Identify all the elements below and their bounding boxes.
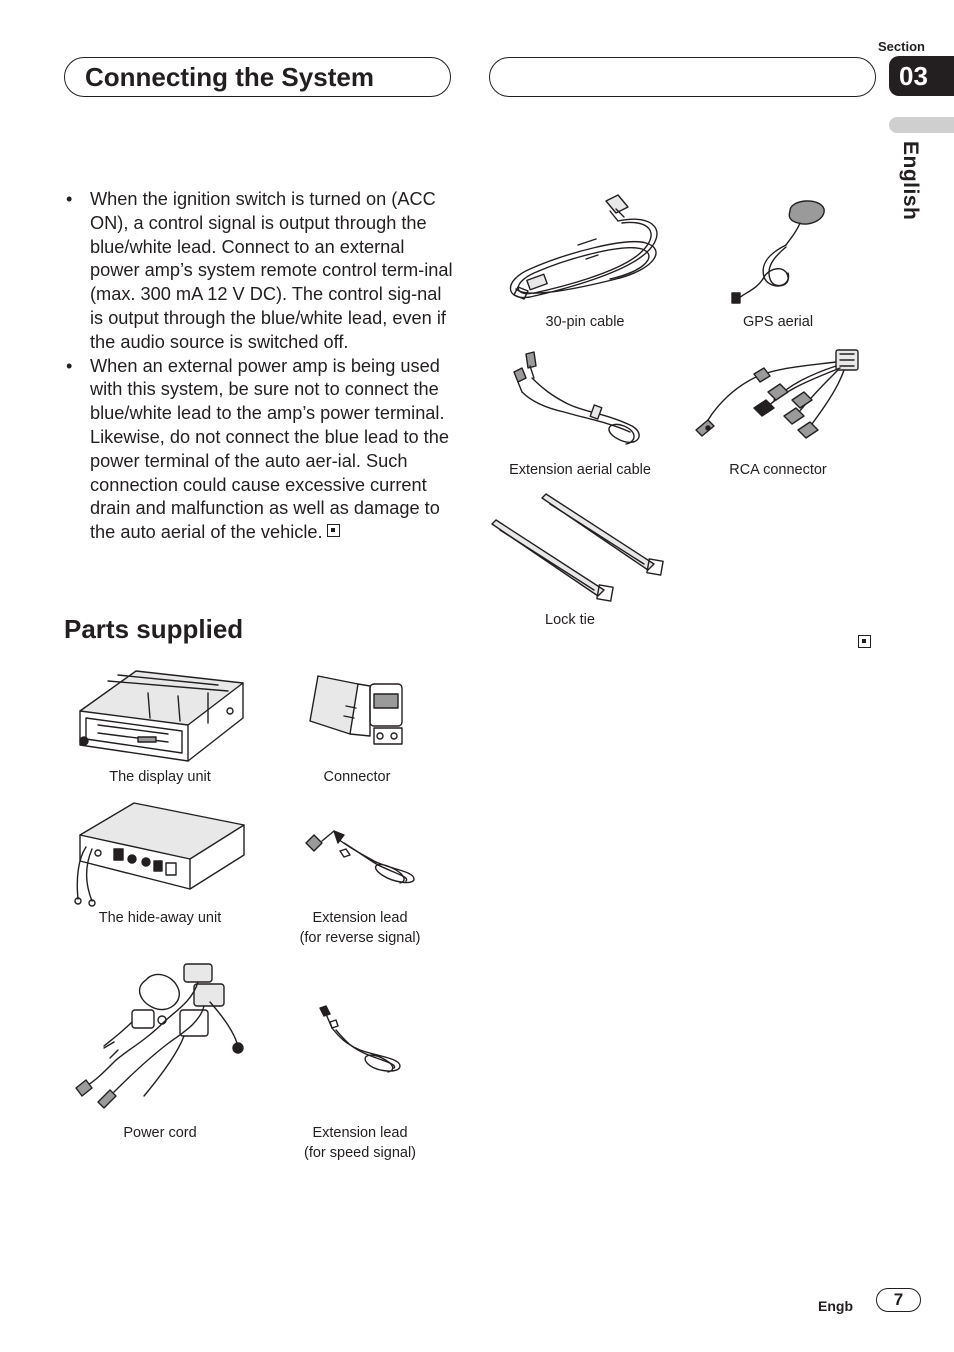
extension-aerial-cable-caption: Extension aerial cable bbox=[509, 462, 651, 478]
rca-connector-illustration bbox=[694, 348, 866, 444]
gps-aerial-illustration bbox=[730, 193, 830, 307]
lock-tie-illustration bbox=[490, 494, 668, 606]
extension-lead-reverse-illustration bbox=[304, 821, 420, 887]
note-item: • When an external power amp is being used with this system, be sure not to connect the blue/white lead to the amp’s power terminal. Likewise, do not connect the blue lead to the power terminal of the auto aer-ial. Such connection could cause excessive current drain and malfunction as well as damage to the auto aerial of the vehicle. bbox=[64, 355, 454, 545]
hide-away-unit-illustration bbox=[72, 803, 248, 907]
parts-supplied-heading: Parts supplied bbox=[64, 614, 244, 644]
aerial-cable-illustration bbox=[512, 352, 648, 448]
extension-lead-reverse-caption: Extension lead (for reverse signal) bbox=[299, 910, 421, 946]
end-of-section-icon bbox=[858, 635, 871, 648]
end-of-section-icon bbox=[327, 524, 340, 537]
connector-caption: Connector bbox=[323, 769, 391, 785]
language-tab bbox=[889, 117, 954, 133]
section-label: Section bbox=[878, 39, 925, 54]
rca-connector-caption: RCA connector bbox=[729, 462, 827, 478]
footer-language-code: Engb bbox=[818, 1298, 853, 1314]
language-label: English bbox=[899, 141, 922, 221]
notes-list bbox=[64, 188, 454, 545]
power-cord-illustration bbox=[74, 962, 250, 1118]
power-cord-caption: Power cord bbox=[123, 1125, 197, 1141]
header-blank-bar bbox=[489, 57, 876, 97]
extension-lead-speed-caption: Extension lead (for speed signal) bbox=[303, 1125, 417, 1161]
extension-lead-speed-illustration bbox=[316, 1006, 406, 1076]
cable-coil-illustration bbox=[506, 193, 666, 307]
hide-away-unit-caption: The hide-away unit bbox=[98, 910, 222, 926]
display-unit-caption: The display unit bbox=[109, 769, 211, 785]
display-unit-illustration bbox=[78, 663, 248, 763]
30-pin-cable-caption: 30-pin cable bbox=[545, 314, 625, 330]
gps-aerial-caption: GPS aerial bbox=[742, 314, 814, 330]
lock-tie-caption: Lock tie bbox=[545, 612, 595, 628]
page-number: 7 bbox=[876, 1288, 921, 1312]
page-title: Connecting the System bbox=[64, 57, 451, 97]
section-number-badge: 03 bbox=[889, 56, 954, 96]
note-item: • When the ignition switch is turned on (ACC ON), a control signal is output through the blue/white lead. Connect to an external power amp’s system remote control term-inal (max. 300 mA 12 V DC). The control sig-nal is output through the blue/white lead, even if the audio source is switched off. bbox=[64, 188, 454, 355]
connector-illustration bbox=[308, 676, 408, 751]
